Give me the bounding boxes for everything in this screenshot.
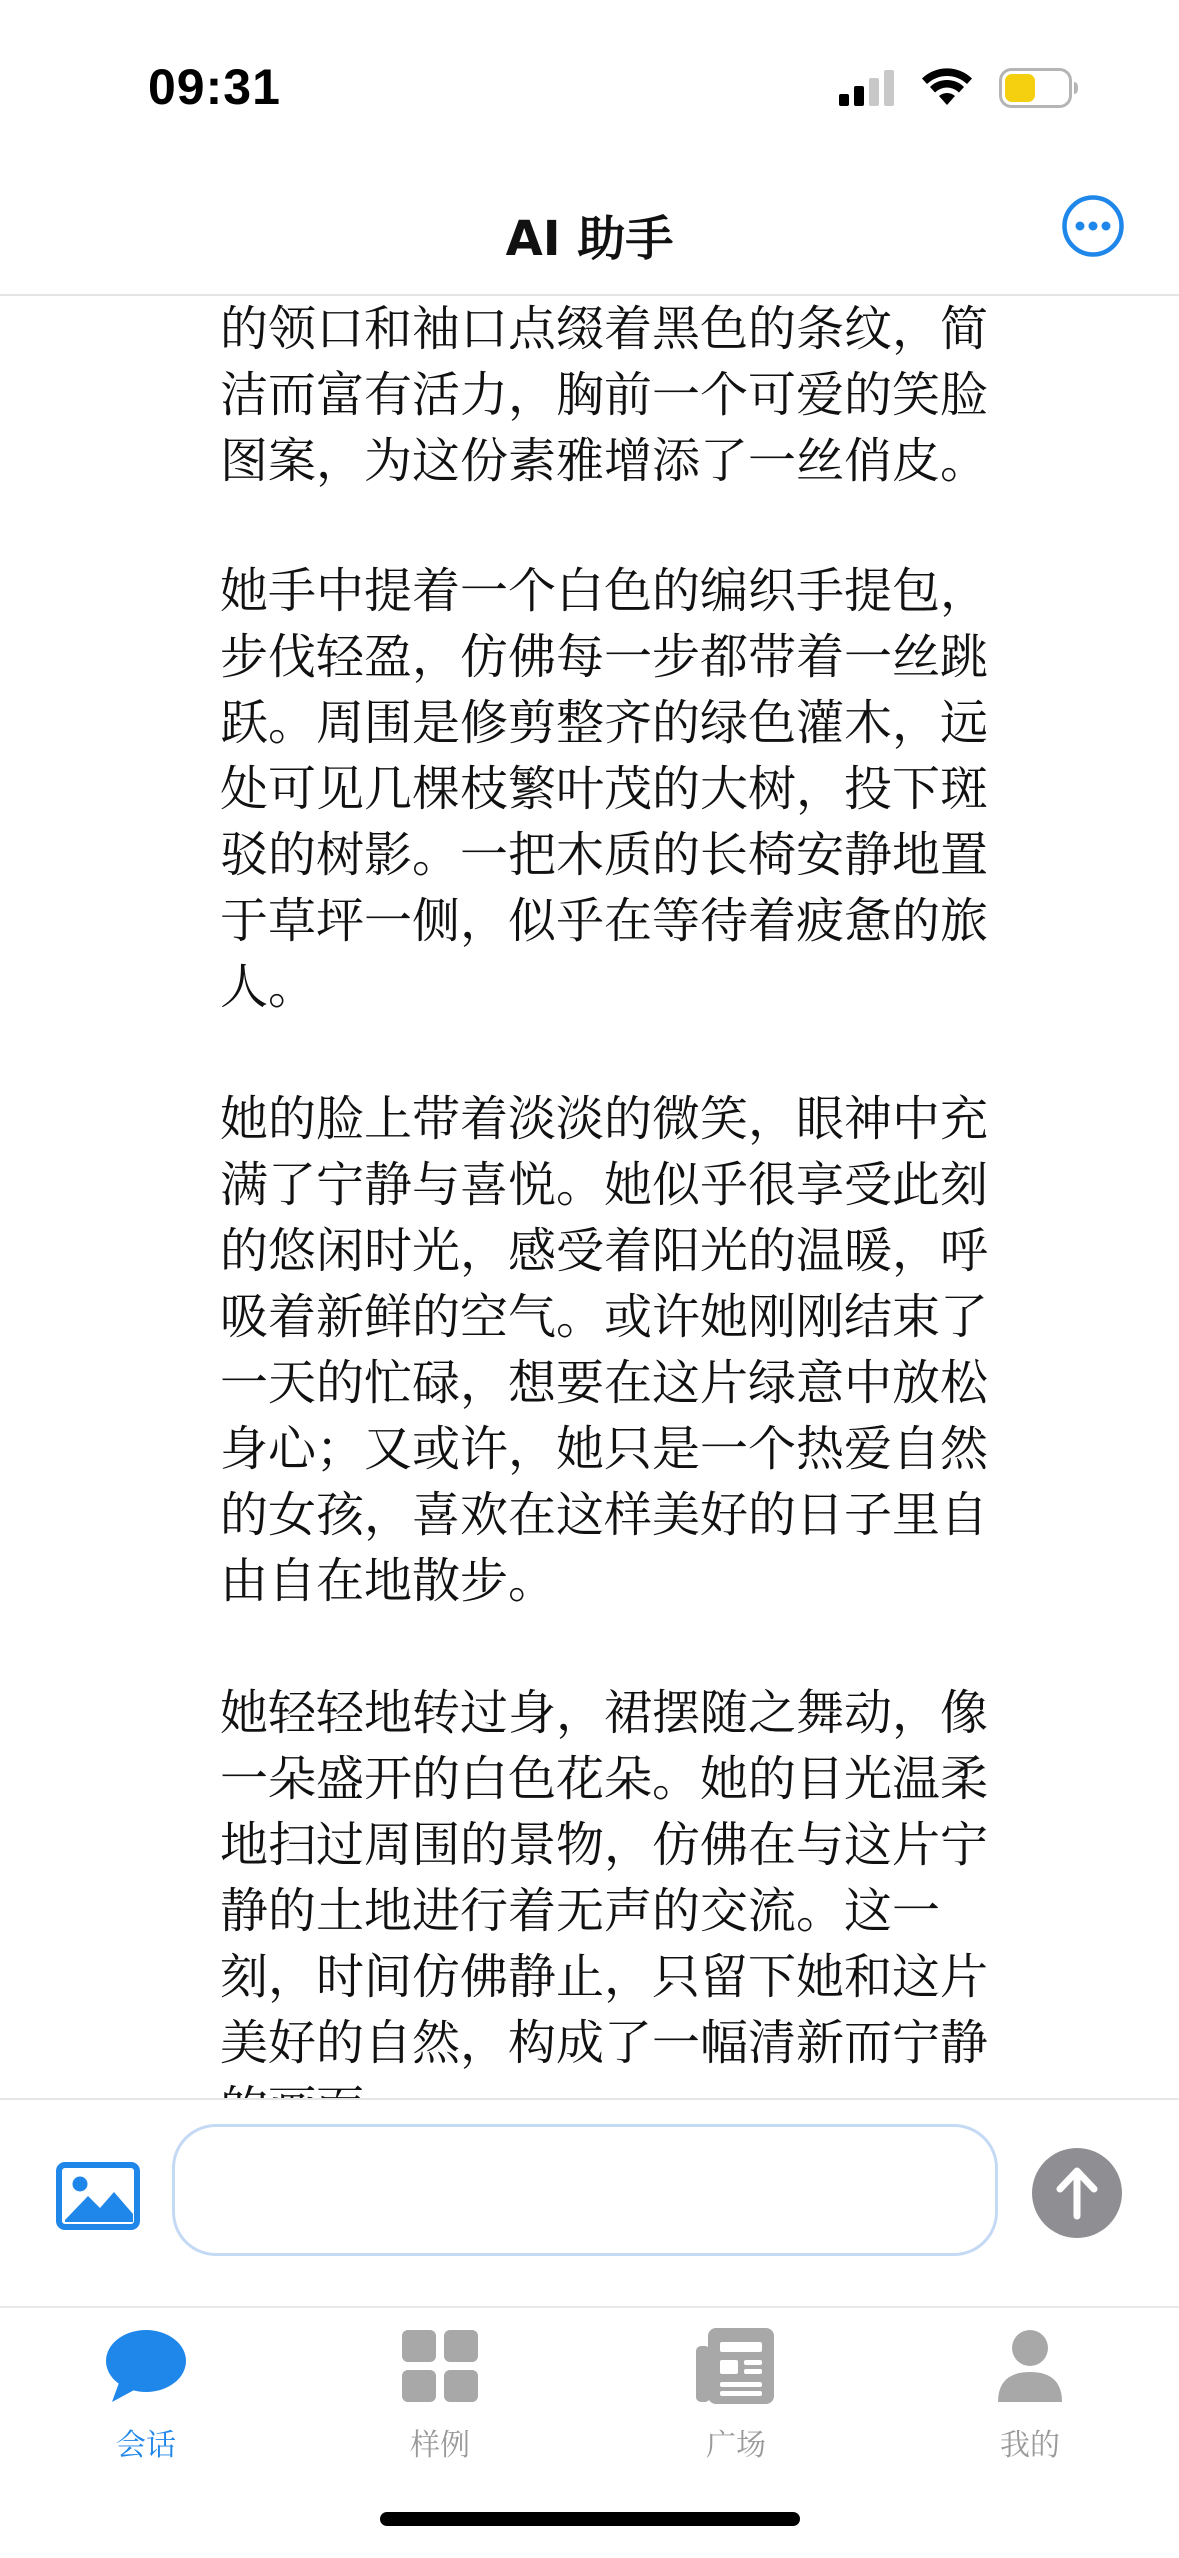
arrow-up-icon (1032, 2148, 1122, 2238)
status-icons (839, 66, 1079, 110)
nav-bar (0, 160, 1179, 296)
grid-icon (398, 2324, 482, 2408)
message-paragraph: 她手中提着一个白色的编织手提包，步伐轻盈，仿佛每一步都带着一丝跳跃。周围是修剪整齐的绿色灌木，远处可见几棵枝繁叶茂的大树，投下斑驳的树影。一把木质的长椅安静地置于草坪一侧，似乎在等待着疲惫的旅人。 (220, 563, 989, 1015)
image-picker-icon[interactable] (56, 2162, 140, 2230)
composer-bar (0, 2098, 1179, 2308)
home-indicator[interactable] (380, 2512, 800, 2526)
status-bar (0, 0, 1179, 160)
tab-label: 会话 (116, 2428, 176, 2463)
message-paragraph: 她轻轻地转过身，裙摆随之舞动，像一朵盛开的白色花朵。她的目光温柔地扫过周围的景物，仿佛在与这片宁静的土地进行着无声的交流。这一刻，时间仿佛静止，只留下她和这片美好的自然，构成了一幅清新而宁静 (220, 1685, 989, 2071)
chat-bubble-icon (104, 2324, 188, 2408)
tab-mine[interactable] (930, 2324, 1130, 2474)
send-button[interactable] (1032, 2148, 1122, 2238)
tab-chat[interactable] (46, 2324, 246, 2474)
tab-samples[interactable] (340, 2324, 540, 2474)
newspaper-icon (694, 2324, 778, 2408)
message-paragraph: 她的脸上带着淡淡的微笑，眼神中充满了宁静与喜悦。她似乎很享受此刻的悠闲时光，感受着阳光的温暖，呼吸着新鲜的空气。或许她刚刚结束了一天的忙碌，想要在这片绿意中放松身心；又或许，她只是一个热爱自然的女孩，喜欢在这样美好的日子里自由自在地散步。 (220, 1091, 989, 1609)
message-paragraph: 的领口和袖口点缀着黑色的条纹，简洁而富有活力，胸前一个可爱的笑脸图案，为这份素雅增添了一丝俏皮。 (220, 301, 989, 489)
tab-label: 我的 (1000, 2428, 1060, 2463)
tab-plaza[interactable] (636, 2324, 836, 2474)
message-input[interactable] (172, 2124, 998, 2256)
battery-icon (999, 68, 1079, 108)
page-title: AI 助手 (505, 211, 674, 267)
status-time: 09:31 (148, 59, 281, 115)
tab-label: 样例 (410, 2428, 470, 2463)
tab-label: 广场 (706, 2428, 766, 2463)
wifi-icon (921, 69, 973, 107)
chat-message-area[interactable] (0, 296, 1179, 2098)
person-icon (988, 2324, 1072, 2408)
more-options-icon[interactable] (1061, 194, 1125, 258)
cellular-signal-icon (839, 70, 895, 106)
